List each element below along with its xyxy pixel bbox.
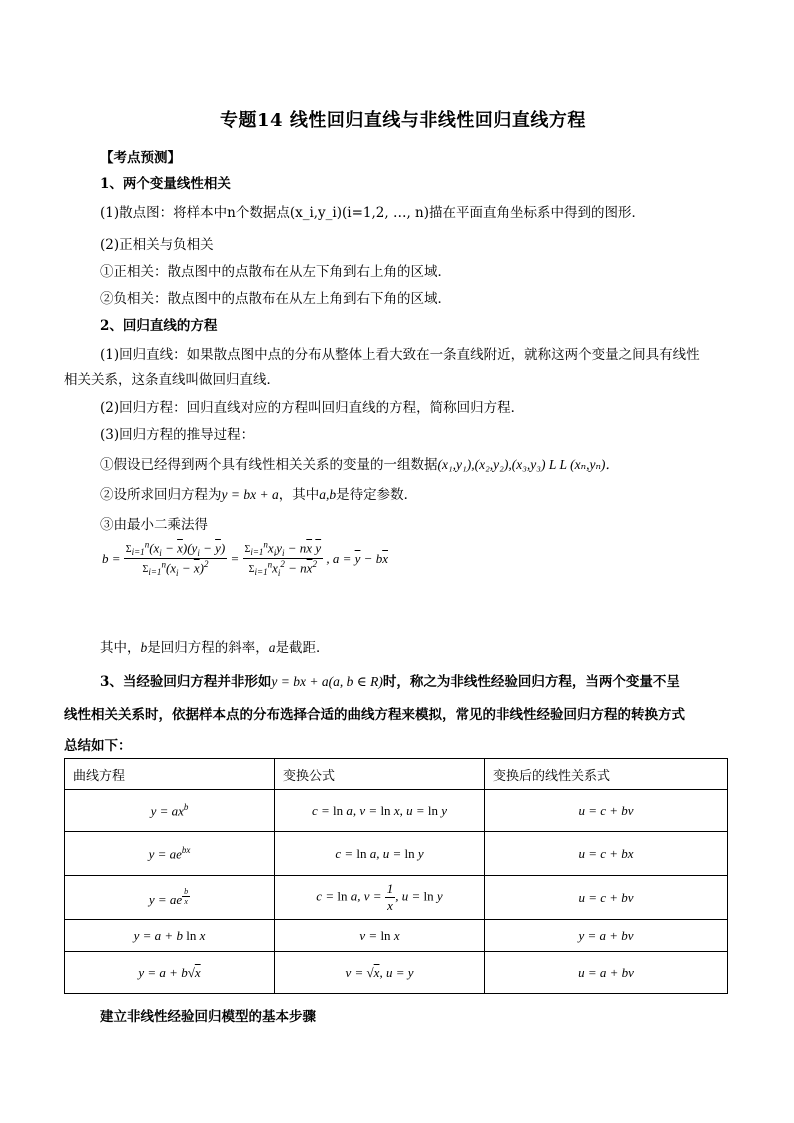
cell-transform: c = ln a, u = ln y (275, 832, 485, 876)
section-3-cond: (a, b ∈ R) (328, 674, 383, 689)
data-assumption (100, 453, 619, 473)
table-header-row (65, 759, 728, 790)
cell-curve: $y = ae^{bx}$ (65, 832, 275, 876)
derivation-heading: (3)回归方程的推导过程： (100, 427, 255, 443)
assumed-equation-lead: ②设所求回归方程为 (100, 487, 222, 503)
section-2-heading: 2、回归直线的方程 (100, 318, 218, 334)
cell-linear: u = c + bx (485, 832, 728, 876)
table-row (65, 790, 728, 832)
header-transform: 变换公式 (275, 759, 485, 790)
cell-linear: u = c + bv (485, 876, 728, 920)
data-assumption-text: ①假设已经得到两个具有线性相关关系的变量的一组数据 (100, 457, 438, 473)
cell-curve: y = a + b ln x (65, 920, 275, 952)
table-row (65, 920, 728, 952)
note-a: a (268, 640, 276, 655)
data-pairs: (x₁,y₁),(x₂,y₂),(x₃,y₃) L L (xₙ,yₙ)． (437, 457, 619, 472)
assumed-equation-formula: y = bx + a (221, 487, 279, 502)
slope-intercept-note (100, 636, 330, 656)
scatter-definition: (1)散点图：将样本中n个数据点(x_i,y_i)(i=1,2, …, n)描在平面直角坐标系中得到的图形． (100, 205, 646, 221)
section-tag: 【考点预测】 (100, 150, 181, 166)
slope-fraction-2: $\frac{\Sigma_{i=1}^nx_iy_i - n\overline{x} \overline{y}}{\Sigma_{i=1}^nx_i^2 - n\overline{x}^2}$ (244, 540, 322, 578)
positive-correlation: ①正相关：散点图中的点散布在从左下角到右上角的区域． (100, 264, 451, 280)
note-lead: 其中， (100, 640, 141, 656)
section-3-line-1 (100, 670, 680, 690)
footer-heading: 建立非线性经验回归模型的基本步骤 (100, 1009, 316, 1025)
correlation-heading: (2)正相关与负相关 (100, 237, 214, 253)
negative-correlation: ②负相关：散点图中的点散布在从左上角到右下角的区域． (100, 291, 451, 307)
table-row (65, 876, 728, 920)
least-squares-formula: b = $\frac{\Sigma_{i=1}^n(x_i - \overline{x})(y_i - \overline{y})}{\Sigma_{i=1}^n(x_i - \overline{x})^2}$ = $\frac{\Sigma_{i=1}^nx_iy_i - n\overline{x} \overline{y}}{\Sigma_{i=1}^nx_i^2 - n\overline{x}^2}$ , $a = \overline{y} - b\overline{x}$ (102, 540, 388, 578)
least-squares-heading: ③由最小二乘法得 (100, 517, 208, 533)
cell-curve: y = ae $^{\frac{b}{x}}$ (65, 876, 275, 920)
slope-fraction-1: $\frac{\Sigma_{i=1}^n(x_i - \overline{x})(y_i - \overline{y})}{\Sigma_{i=1}^n(x_i - \overline{x})^2}$ (125, 540, 226, 578)
cell-transform: v = √x, u = y (275, 952, 485, 994)
header-curve: 曲线方程 (65, 759, 275, 790)
cell-linear: u = c + bv (485, 790, 728, 832)
section-3-eq: y = bx + a (271, 674, 329, 689)
table-row (65, 952, 728, 994)
table-row (65, 832, 728, 876)
assumed-equation-tail: 是待定参数． (336, 487, 418, 503)
section-3-tail: 时，称之为非线性经验回归方程，当两个变量不呈 (382, 674, 680, 690)
cell-curve: $y = ax^b$ (65, 790, 275, 832)
cell-transform: v = ln x (275, 920, 485, 952)
regression-line-def-2: 相关关系，这条直线叫做回归直线． (64, 372, 280, 388)
note-tail: 是截距． (275, 640, 330, 656)
cell-linear: u = a + bv (485, 952, 728, 994)
section-3-lead: 3、当经验回归方程并非形如 (100, 674, 272, 690)
assumed-equation-params: a,b (319, 487, 337, 502)
section-3-line-3: 总结如下： (64, 738, 132, 754)
note-b: b (140, 640, 148, 655)
section-3-line-2: 线性相关关系时，依据样本点的分布选择合适的曲线方程来模拟，常见的非线性经验回归方程的转换方式 (64, 707, 685, 723)
conversion-table (64, 758, 728, 994)
assumed-equation-mid: ，其中 (278, 487, 320, 503)
assumed-equation (100, 483, 417, 503)
header-linear: 变换后的线性关系式 (485, 759, 728, 790)
cell-linear: y = a + bv (485, 920, 728, 952)
cell-transform: c = ln a, v = $\frac{1}{x}$ , u = ln y (275, 876, 485, 920)
section-1-heading: 1、两个变量线性相关 (100, 176, 231, 192)
page-title: 专题14 线性回归直线与非线性回归直线方程 (220, 110, 586, 131)
regression-equation-def: (2)回归方程：回归直线对应的方程叫回归直线的方程，简称回归方程． (100, 400, 525, 416)
cell-transform: c = ln a, v = ln x, u = ln y (275, 790, 485, 832)
note-mid: 是回归方程的斜率， (147, 640, 269, 656)
regression-line-def-1: (1)回归直线：如果散点图中点的分布从整体上看大致在一条直线附近，就称这两个变量之间具有线性 (100, 347, 700, 363)
cell-curve: y = a + b√x (65, 952, 275, 994)
